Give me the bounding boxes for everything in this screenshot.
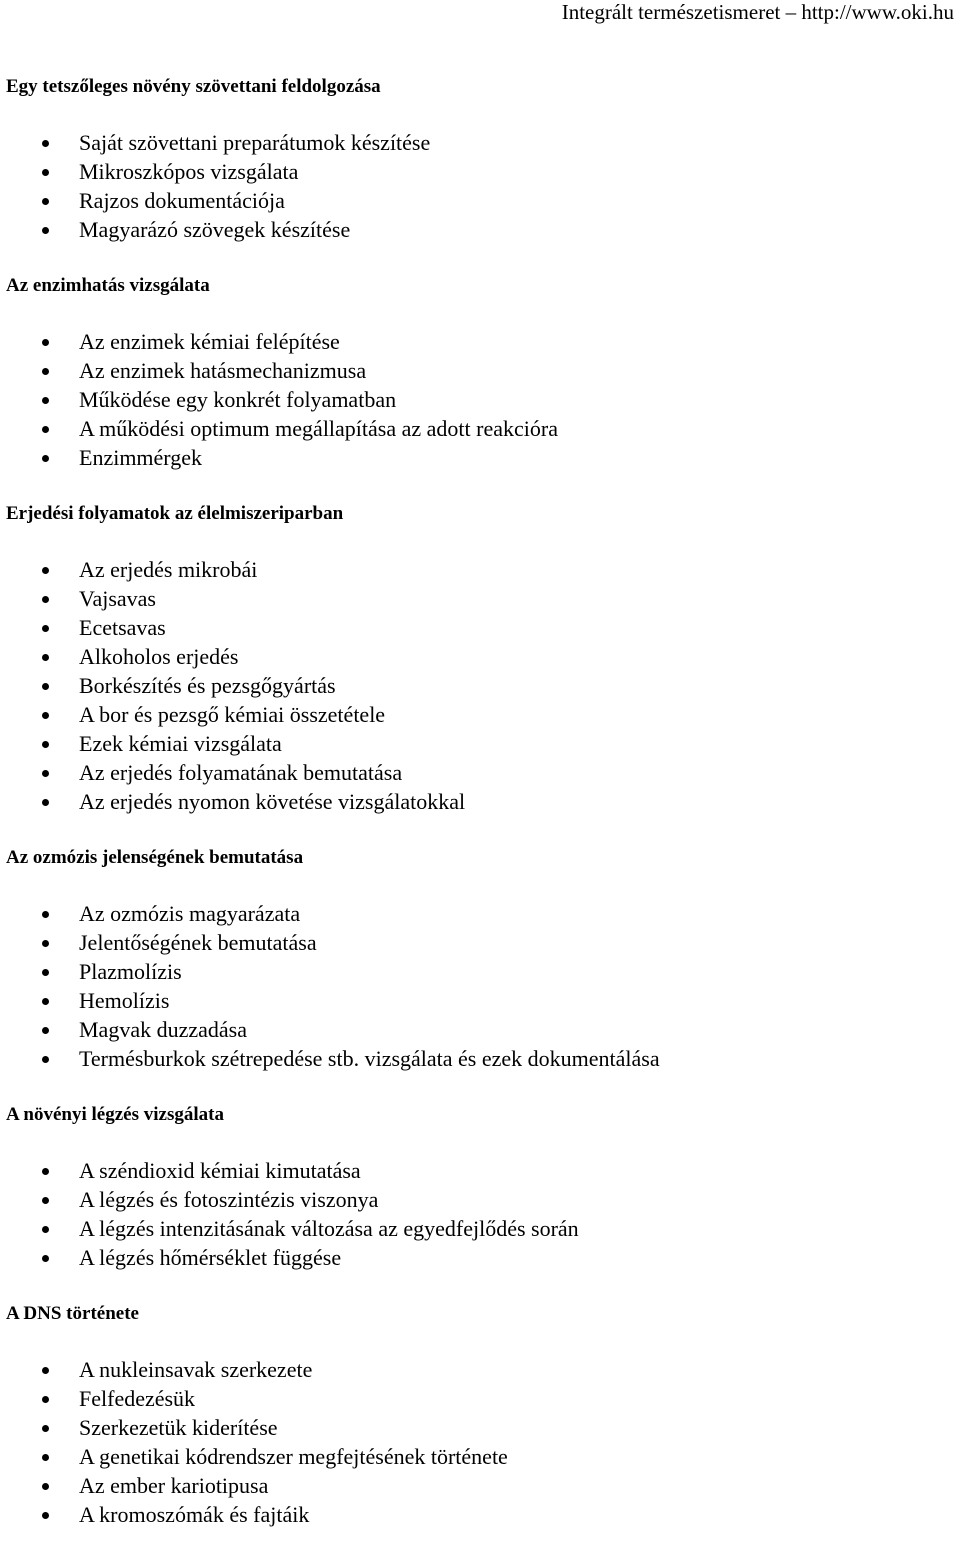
topic-list bbox=[6, 327, 954, 472]
list-item-text: Az erjedés mikrobái bbox=[79, 557, 258, 582]
list-item bbox=[6, 1384, 954, 1413]
list-item bbox=[6, 1413, 954, 1442]
list-item bbox=[6, 899, 954, 928]
bullet-icon bbox=[42, 1226, 49, 1233]
section-heading: A DNS története bbox=[6, 1303, 139, 1324]
bullet-icon bbox=[42, 969, 49, 976]
bullet-icon bbox=[42, 339, 49, 346]
list-item bbox=[6, 957, 954, 986]
bullet-icon bbox=[42, 712, 49, 719]
list-item-text: Borkészítés és pezsgőgyártás bbox=[79, 673, 336, 698]
list-item bbox=[6, 1243, 954, 1272]
topic-list bbox=[6, 128, 954, 244]
list-item-text: Alkoholos erjedés bbox=[79, 644, 239, 669]
list-item bbox=[6, 928, 954, 957]
list-item bbox=[6, 385, 954, 414]
section-heading: Az enzimhatás vizsgálata bbox=[6, 275, 210, 296]
list-item bbox=[6, 729, 954, 758]
bullet-icon bbox=[42, 426, 49, 433]
list-item-text: Jelentőségének bemutatása bbox=[79, 930, 317, 955]
bullet-icon bbox=[42, 567, 49, 574]
section-heading: Egy tetszőleges növény szövettani feldolgozása bbox=[6, 76, 381, 97]
list-item bbox=[6, 327, 954, 356]
list-item-text: Saját szövettani preparátumok készítése bbox=[79, 130, 431, 155]
list-item-text: Plazmolízis bbox=[79, 959, 182, 984]
topic-list bbox=[6, 555, 954, 816]
list-item bbox=[6, 787, 954, 816]
list-item-text: Ezek kémiai vizsgálata bbox=[79, 731, 282, 756]
list-item-text: Felfedezésük bbox=[79, 1386, 196, 1411]
list-item-text: A széndioxid kémiai kimutatása bbox=[79, 1158, 361, 1183]
section-heading: A növényi légzés vizsgálata bbox=[6, 1104, 224, 1125]
list-item-text: Termésburkok szétrepedése stb. vizsgálata és ezek dokumentálása bbox=[79, 1046, 660, 1071]
list-item bbox=[6, 157, 954, 186]
list-item-text: Rajzos dokumentációja bbox=[79, 188, 285, 213]
list-item bbox=[6, 700, 954, 729]
bullet-icon bbox=[42, 198, 49, 205]
bullet-icon bbox=[42, 596, 49, 603]
list-item-text: Az ozmózis magyarázata bbox=[79, 901, 301, 926]
list-item bbox=[6, 186, 954, 215]
list-item bbox=[6, 1185, 954, 1214]
bullet-icon bbox=[42, 625, 49, 632]
document-body bbox=[6, 72, 954, 1556]
bullet-icon bbox=[42, 654, 49, 661]
list-item bbox=[6, 128, 954, 157]
bullet-icon bbox=[42, 1454, 49, 1461]
bullet-icon bbox=[42, 799, 49, 806]
bullet-icon bbox=[42, 169, 49, 176]
list-item bbox=[6, 1500, 954, 1529]
bullet-icon bbox=[42, 1027, 49, 1034]
bullet-icon bbox=[42, 683, 49, 690]
section-osmosis bbox=[6, 843, 954, 1073]
list-item bbox=[6, 1156, 954, 1185]
list-item-text: Enzimmérgek bbox=[79, 445, 202, 470]
list-item-text: Hemolízis bbox=[79, 988, 170, 1013]
list-item-text: Működése egy konkrét folyamatban bbox=[79, 387, 397, 412]
list-item bbox=[6, 1471, 954, 1500]
bullet-icon bbox=[42, 940, 49, 947]
bullet-icon bbox=[42, 911, 49, 918]
list-item-text: A légzés intenzitásának változása az egyedfejlődés során bbox=[79, 1216, 579, 1241]
list-item bbox=[6, 642, 954, 671]
list-item bbox=[6, 613, 954, 642]
bullet-icon bbox=[42, 1396, 49, 1403]
list-item bbox=[6, 1442, 954, 1471]
list-item-text: Az ember kariotipusa bbox=[79, 1473, 269, 1498]
list-item bbox=[6, 215, 954, 244]
list-item-text: Az enzimek hatásmechanizmusa bbox=[79, 358, 367, 383]
list-item-text: Mikroszkópos vizsgálata bbox=[79, 159, 299, 184]
list-item-text: A kromoszómák és fajtáik bbox=[79, 1502, 310, 1527]
section-plant-histology bbox=[6, 72, 954, 244]
list-item bbox=[6, 414, 954, 443]
list-item-text: A működési optimum megállapítása az adott reakcióra bbox=[79, 416, 558, 441]
bullet-icon bbox=[42, 227, 49, 234]
section-dna-history bbox=[6, 1299, 954, 1529]
bullet-icon bbox=[42, 741, 49, 748]
list-item bbox=[6, 758, 954, 787]
section-heading: Erjedési folyamatok az élelmiszeriparban bbox=[6, 503, 344, 524]
section-fermentation bbox=[6, 499, 954, 816]
section-heading: Az ozmózis jelenségének bemutatása bbox=[6, 847, 304, 868]
list-item-text: Az enzimek kémiai felépítése bbox=[79, 329, 340, 354]
bullet-icon bbox=[42, 770, 49, 777]
list-item bbox=[6, 356, 954, 385]
list-item-text: A nukleinsavak szerkezete bbox=[79, 1357, 313, 1382]
list-item-text: A légzés és fotoszintézis viszonya bbox=[79, 1187, 379, 1212]
list-item bbox=[6, 1015, 954, 1044]
list-item bbox=[6, 986, 954, 1015]
bullet-icon bbox=[42, 1512, 49, 1519]
bullet-icon bbox=[42, 397, 49, 404]
topic-list bbox=[6, 1156, 954, 1272]
list-item-text: A légzés hőmérséklet függése bbox=[79, 1245, 342, 1270]
bullet-icon bbox=[42, 1255, 49, 1262]
list-item-text: Az erjedés folyamatának bemutatása bbox=[79, 760, 403, 785]
list-item-text: Az erjedés nyomon követése vizsgálatokkal bbox=[79, 789, 466, 814]
list-item-text: Vajsavas bbox=[79, 586, 156, 611]
list-item-text: Ecetsavas bbox=[79, 615, 166, 640]
bullet-icon bbox=[42, 1483, 49, 1490]
bullet-icon bbox=[42, 998, 49, 1005]
list-item bbox=[6, 584, 954, 613]
topic-list bbox=[6, 899, 954, 1073]
list-item-text: Magvak duzzadása bbox=[79, 1017, 247, 1042]
bullet-icon bbox=[42, 140, 49, 147]
list-item-text: Szerkezetük kiderítése bbox=[79, 1415, 278, 1440]
section-plant-respiration bbox=[6, 1100, 954, 1272]
list-item-text: A genetikai kódrendszer megfejtésének története bbox=[79, 1444, 508, 1469]
list-item bbox=[6, 1355, 954, 1384]
bullet-icon bbox=[42, 1056, 49, 1063]
bullet-icon bbox=[42, 1197, 49, 1204]
list-item bbox=[6, 555, 954, 584]
list-item bbox=[6, 443, 954, 472]
topic-list bbox=[6, 1355, 954, 1529]
list-item bbox=[6, 1214, 954, 1243]
page-header: Integrált természetismeret – http://www.oki.hu bbox=[561, 0, 954, 24]
bullet-icon bbox=[42, 368, 49, 375]
list-item-text: Magyarázó szövegek készítése bbox=[79, 217, 351, 242]
bullet-icon bbox=[42, 1425, 49, 1432]
bullet-icon bbox=[42, 1367, 49, 1374]
list-item-text: A bor és pezsgő kémiai összetétele bbox=[79, 702, 386, 727]
list-item bbox=[6, 1044, 954, 1073]
section-enzyme-action bbox=[6, 271, 954, 472]
list-item bbox=[6, 671, 954, 700]
bullet-icon bbox=[42, 455, 49, 462]
bullet-icon bbox=[42, 1168, 49, 1175]
